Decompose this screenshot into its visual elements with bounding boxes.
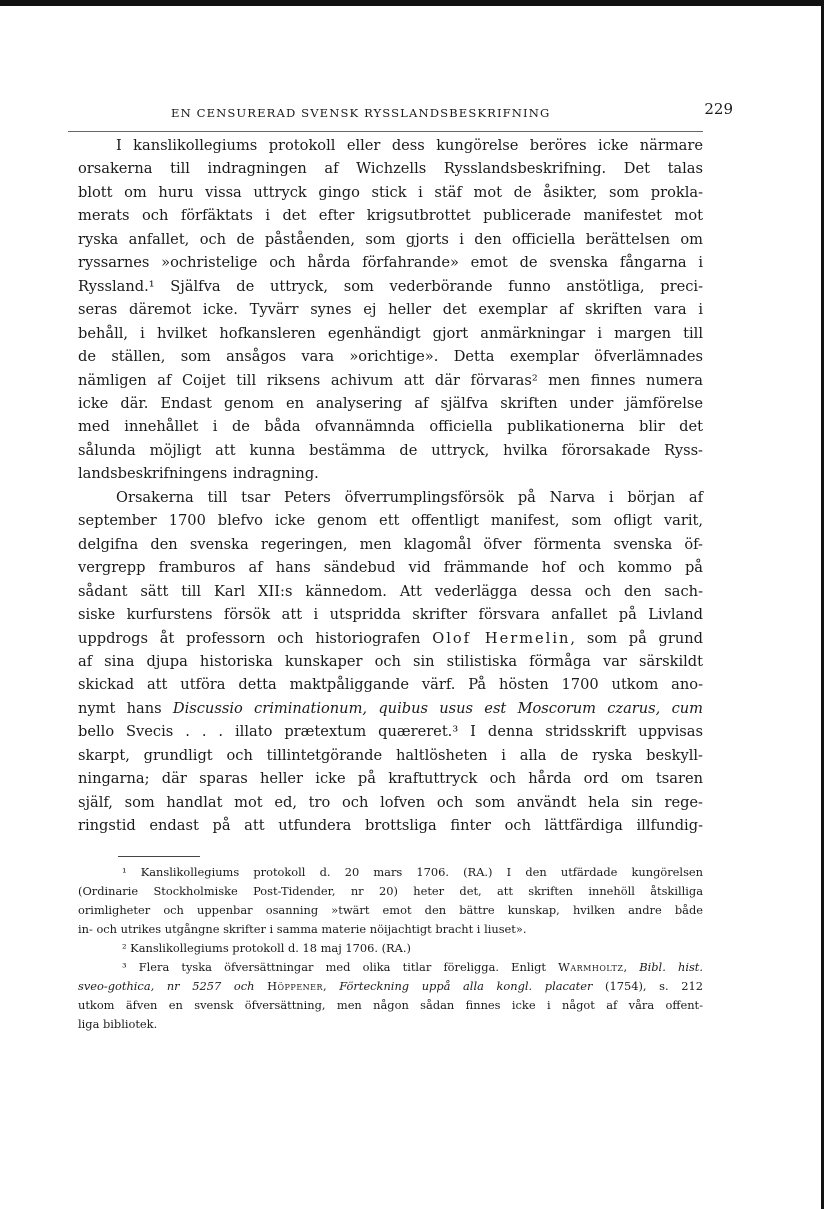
author-name: Olof Hermelin	[432, 629, 571, 647]
text-line: sålunda möjligt att kunna bestämma de uttryck, hvilka förorsakade Ryss-	[78, 441, 703, 459]
text-line: skarpt, grundligt och tillintetgörande haltlösheten i alla de ryska beskyll-	[78, 746, 703, 764]
text-line: blott om huru vissa uttryck gingo stick i stäf mot de åsikter, som prokla-	[78, 183, 703, 201]
text-line: ringstid endast på att utfundera brottsliga finter och lättfärdiga illfundig-	[78, 817, 703, 835]
scan-border-top	[0, 0, 824, 6]
text-line: vergrepp framburos af hans sändebud vid främmande hof och kommo på	[78, 559, 703, 577]
text-line: orsakerna till indragningen af Wichzells Rysslandsbeskrifning. Det talas	[78, 160, 703, 178]
text-line: september 1700 blefvo icke genom ett offentligt manifest, som ofligt varit,	[78, 512, 703, 530]
text-line: icke där. Endast genom en analysering af själfva skriften under jämförelse	[78, 394, 703, 412]
cited-title: Förteckning uppå alla kongl. placater	[339, 978, 593, 993]
footnote-line: in- och utrikes utgångne skrifter i samma materie nöijachtigt bracht i liuset».	[78, 921, 527, 936]
cited-title: Bibl. hist.	[639, 959, 704, 974]
text-line: Ryssland.¹ Själfva de uttryck, som vederbörande funno anstötliga, preci-	[78, 277, 703, 295]
footnote-line: (Ordinarie Stockholmiske Post-Tidender, nr 20) heter det, att skriften innehöll åtskilliga	[78, 883, 703, 898]
text-line: Orsakerna till tsar Peters öfverrumplingsförsök på Narva i början af	[116, 488, 703, 506]
footnote-line: ¹ Kanslikollegiums protokoll d. 20 mars 1706. (RA.) I den utfärdade kungörelsen	[122, 864, 703, 879]
cited-author: Warmholtz	[558, 959, 624, 974]
footnote-line: ³ Flera tyska öfversättningar med olika titlar föreligga. Enligt Warmholtz, Bibl. hist.	[122, 959, 704, 974]
footnote-1	[78, 863, 703, 939]
text-line: sådant sätt till Karl XII:s kännedom. Att vederlägga dessa och den sach-	[78, 582, 703, 600]
page-header	[58, 90, 733, 134]
running-title: EN CENSURERAD SVENSK RYSSLANDSBESKRIFNING	[171, 106, 551, 120]
text-line: nämligen af Coijet till riksens achivum att där förvaras² men finnes numera	[78, 371, 703, 389]
footnote-3	[78, 958, 703, 1034]
paragraph-2	[78, 486, 703, 838]
footnote-line: utkom äfven en svensk öfversättning, men någon sådan finnes icke i något af våra offent-	[78, 997, 703, 1012]
text-line: delgifna den svenska regeringen, men klagomål öfver förmenta svenska öf-	[78, 535, 703, 553]
text-line: bello Svecis . . . illato prætextum quæreret.³ I denna stridsskrift uppvisas	[78, 723, 703, 741]
text-line: ryssarnes »ochristelige och hårda förfahrande» emot de svenska fångarna i	[78, 254, 703, 272]
text-line: af sina djupa historiska kunskaper och sin stilistiska förmåga var särskildt	[78, 652, 703, 670]
cited-author: Höppener	[267, 978, 324, 993]
footnotes	[58, 863, 703, 1034]
footnote-rule	[118, 856, 200, 857]
text-line: landsbeskrifningens indragning.	[78, 465, 319, 483]
text-line: själf, som handlat mot ed, tro och lofven och som användt hela sin rege-	[78, 793, 703, 811]
text-line	[78, 627, 703, 650]
text-line: ryska anfallet, och de påståenden, som gjorts i den officiella berättelsen om	[78, 230, 703, 248]
paragraph-1	[78, 134, 703, 486]
footnote-line: ² Kanslikollegiums protokoll d. 18 maj 1706. (RA.)	[122, 940, 411, 955]
header-rule	[68, 131, 703, 132]
text-line: siske kurfurstens försök att i utspridda skrifter försvara anfallet på Livland	[78, 606, 703, 624]
footnote-2	[78, 939, 703, 958]
text-line: med innehållet i de båda ofvannämnda officiella publikationerna blir det	[78, 418, 703, 436]
text-fragment: uppdrogs åt professorn och historiografen	[78, 629, 421, 647]
book-page	[58, 90, 733, 1034]
text-line: skickad att utföra detta maktpåliggande värf. På hösten 1700 utkom ano-	[78, 676, 703, 694]
text-line: I kanslikollegiums protokoll eller dess kungörelse beröres icke närmare	[116, 137, 703, 154]
page-number: 229	[704, 100, 733, 118]
body-text	[58, 134, 703, 838]
text-fragment: sveo-gothica, nr 5257 och	[78, 978, 255, 993]
text-fragment: , som på grund	[570, 629, 704, 647]
text-line	[78, 697, 703, 720]
text-line: ningarna; där sparas heller icke på kraftuttryck och hårda ord om tsaren	[78, 770, 703, 788]
text-fragment: (1754), s. 212	[592, 978, 703, 993]
text-line: behåll, i hvilket hofkansleren egenhändigt gjort anmärkningar i margen till	[78, 324, 703, 342]
text-fragment: nymt hans	[78, 699, 162, 717]
footnote-line: sveo-gothica, nr 5257 och Höppener, Förteckning uppå alla kongl. placater (1754), s. 212	[78, 978, 703, 993]
text-line: merats och förfäktats i det efter krigsutbrottet publicerade manifestet mot	[78, 207, 703, 225]
text-fragment: ³ Flera tyska öfversättningar med olika titlar föreligga. Enligt	[122, 959, 546, 974]
text-line: seras däremot icke. Tyvärr synes ej heller det exemplar af skriften vara i	[78, 301, 703, 319]
text-line: de ställen, som ansågos vara »orichtige». Detta exemplar öfverlämnades	[78, 348, 703, 366]
work-title: Discussio criminationum, quibus usus est Moscorum czarus, cum	[172, 699, 704, 717]
footnote-line: orimligheter och uppenbar osanning »twärt emot den bättre kunskap, hvilken andre både	[78, 902, 703, 917]
footnote-line: liga bibliotek.	[78, 1016, 158, 1031]
